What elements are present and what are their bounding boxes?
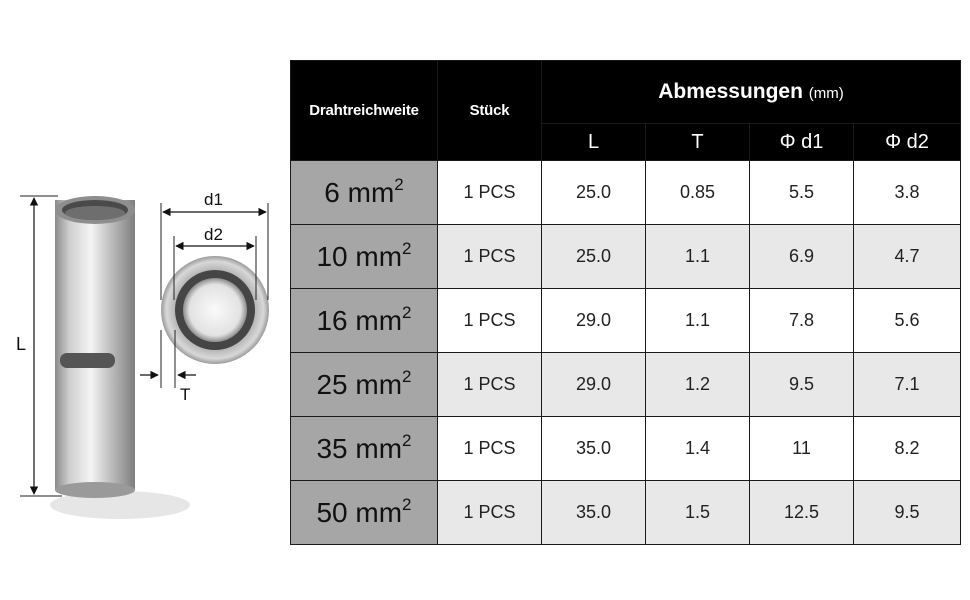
cell-T: 1.2 — [646, 353, 750, 417]
cell-L: 35.0 — [542, 417, 646, 481]
header-T: T — [646, 124, 750, 161]
size-exponent: 2 — [402, 302, 412, 322]
table-row — [291, 481, 961, 545]
connector-drawing — [0, 0, 290, 600]
cell-d2: 4.7 — [854, 225, 961, 289]
phi-symbol: Φ — [885, 130, 902, 153]
cell-L: 25.0 — [542, 161, 646, 225]
cell-L: 29.0 — [542, 353, 646, 417]
tube-side-view — [55, 196, 135, 498]
cell-pcs: 1 PCS — [438, 481, 542, 545]
size-exponent: 2 — [402, 494, 412, 514]
table-row — [291, 289, 961, 353]
label-d2: d2 — [204, 225, 223, 244]
size-exponent: 2 — [402, 430, 412, 450]
cell-d1: 6.9 — [750, 225, 854, 289]
cell-size — [291, 481, 438, 545]
header-d2 — [854, 124, 961, 161]
cell-d2: 7.1 — [854, 353, 961, 417]
table-row — [291, 161, 961, 225]
header-dimensions-unit: (mm) — [808, 85, 844, 102]
tube-end-view — [161, 256, 269, 364]
cell-pcs: 1 PCS — [438, 161, 542, 225]
cell-T: 1.1 — [646, 225, 750, 289]
header-d1 — [750, 124, 854, 161]
header-dimensions — [542, 61, 961, 124]
size-value: 6 mm — [324, 176, 395, 208]
cell-d2: 5.6 — [854, 289, 961, 353]
cell-size — [291, 225, 438, 289]
header-L: L — [542, 124, 646, 161]
size-exponent: 2 — [402, 238, 412, 258]
cell-pcs: 1 PCS — [438, 289, 542, 353]
header-d2-label: d2 — [906, 130, 929, 153]
phi-symbol: Φ — [779, 130, 796, 153]
cell-pcs: 1 PCS — [438, 353, 542, 417]
header-d1-label: d1 — [801, 130, 824, 153]
cell-T: 0.85 — [646, 161, 750, 225]
cell-size — [291, 161, 438, 225]
cell-T: 1.4 — [646, 417, 750, 481]
cell-size — [291, 353, 438, 417]
label-T: T — [180, 385, 191, 404]
cell-size — [291, 417, 438, 481]
cell-d2: 9.5 — [854, 481, 961, 545]
cell-d1: 5.5 — [750, 161, 854, 225]
table-row — [291, 417, 961, 481]
cell-L: 25.0 — [542, 225, 646, 289]
cell-L: 35.0 — [542, 481, 646, 545]
header-dimensions-label: Abmessungen — [658, 80, 803, 103]
label-d1: d1 — [204, 190, 223, 209]
cell-d1: 11 — [750, 417, 854, 481]
cell-pcs: 1 PCS — [438, 417, 542, 481]
cell-size — [291, 289, 438, 353]
cell-d1: 9.5 — [750, 353, 854, 417]
size-exponent: 2 — [394, 174, 404, 194]
inspection-window — [60, 353, 115, 368]
dimensions-table — [290, 60, 961, 545]
size-value: 35 mm — [316, 432, 403, 464]
cell-d2: 3.8 — [854, 161, 961, 225]
header-pieces: Stück — [438, 61, 542, 161]
table-row — [291, 353, 961, 417]
cell-pcs: 1 PCS — [438, 225, 542, 289]
size-value: 50 mm — [316, 496, 403, 528]
label-L: L — [16, 334, 27, 354]
size-value: 16 mm — [316, 304, 403, 336]
size-value: 10 mm — [316, 240, 403, 272]
size-value: 25 mm — [316, 368, 403, 400]
size-exponent: 2 — [402, 366, 412, 386]
cell-d1: 7.8 — [750, 289, 854, 353]
cell-L: 29.0 — [542, 289, 646, 353]
table-row — [291, 225, 961, 289]
cell-d2: 8.2 — [854, 417, 961, 481]
cell-T: 1.1 — [646, 289, 750, 353]
cell-T: 1.5 — [646, 481, 750, 545]
header-wire-range: Drahtreichweite — [291, 61, 438, 161]
cell-d1: 12.5 — [750, 481, 854, 545]
